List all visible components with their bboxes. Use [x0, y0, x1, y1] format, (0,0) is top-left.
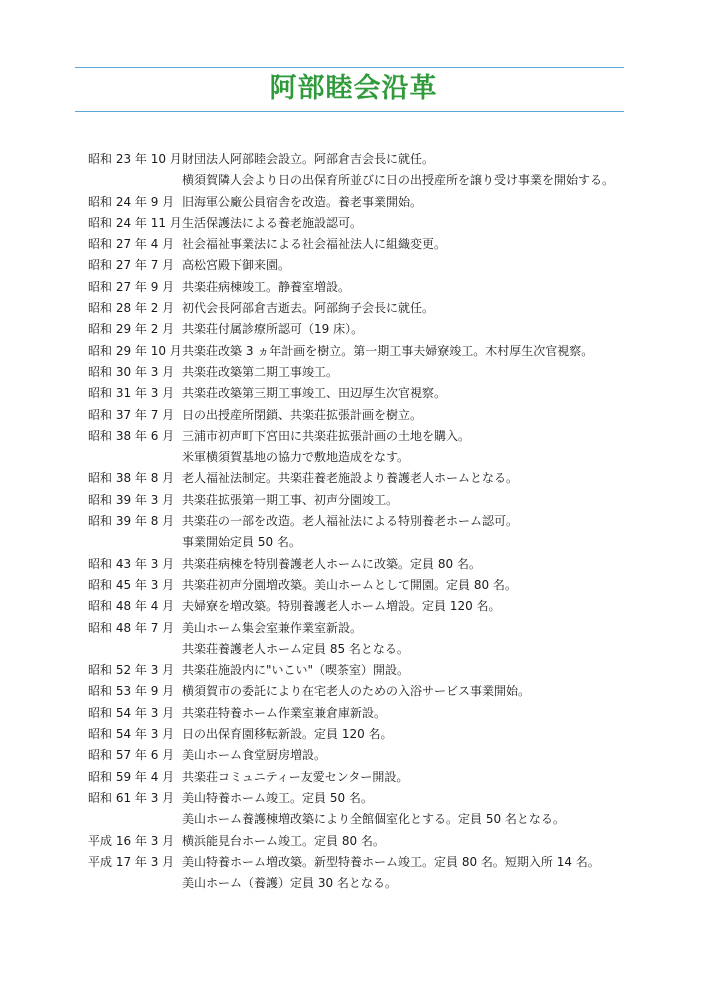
title-bottom-rule [75, 111, 624, 112]
entry-text: 美山特養ホーム増改築。新型特養ホーム竣工。定員 80 名。短期入所 14 名。 [182, 854, 600, 869]
entry-text: 共楽荘養護老人ホーム定員 85 名となる。 [182, 641, 409, 656]
entry-date: 昭和 27 年 9 月 [88, 279, 175, 294]
entry-text: 共楽荘拡張第一期工事、初声分園竣工。 [182, 492, 399, 507]
entry-date: 平成 17 年 3 月 [88, 854, 175, 869]
entry-first-line [88, 298, 688, 319]
history-entry [88, 596, 688, 617]
history-entry [88, 490, 688, 511]
history-entry [88, 298, 688, 319]
entry-text: 日の出授産所閉鎖、共楽荘拡張計画を樹立。 [182, 407, 423, 422]
entry-first-line [88, 383, 688, 404]
entry-date: 昭和 27 年 4 月 [88, 237, 175, 252]
entry-first-line [88, 319, 688, 340]
entry-first-line [88, 213, 688, 234]
entry-first-line [88, 468, 688, 489]
entry-text: 共楽荘改築 3 ヵ年計画を樹立。第一期工事夫婦寮竣工。木村厚生次官視察。 [182, 343, 594, 358]
entry-first-line [88, 192, 688, 213]
entry-text: 横浜能見台ホーム竣工。定員 80 名。 [182, 833, 385, 848]
entry-date: 昭和 31 年 3 月 [88, 386, 175, 401]
entry-first-line [88, 405, 688, 426]
entry-date: 昭和 39 年 3 月 [88, 492, 175, 507]
entry-first-line [88, 681, 688, 702]
entry-first-line [88, 703, 688, 724]
entry-text: 共楽荘改築第三期工事竣工、田辺厚生次官視察。 [182, 386, 447, 401]
entry-text: 共楽荘初声分園増改築。美山ホームとして開園。定員 80 名。 [182, 577, 517, 592]
history-entry [88, 575, 688, 596]
entry-date: 昭和 48 年 7 月 [88, 620, 175, 635]
history-entry [88, 831, 688, 852]
entry-text: 共楽荘病棟を特別養護老人ホームに改築。定員 80 名。 [182, 556, 481, 571]
history-entry [88, 192, 688, 213]
entry-text: 旧海軍公廠公員宿舎を改造。養老事業開始。 [182, 194, 423, 209]
history-entry [88, 255, 688, 276]
entry-first-line [88, 575, 688, 596]
entry-text: 初代会長阿部倉吉逝去。阿部絢子会長に就任。 [182, 301, 435, 316]
entry-text: 米軍横須賀基地の協力で敷地造成をなす。 [182, 450, 410, 465]
entry-text: 美山ホーム養護棟増改築により全館個室化とする。定員 50 名となる。 [182, 812, 565, 827]
entry-date: 昭和 59 年 4 月 [88, 769, 175, 784]
entry-date: 昭和 54 年 3 月 [88, 705, 175, 720]
entry-text: 横須賀隣人会より日の出保育所並びに日の出授産所を譲り受け事業を開始する。 [182, 173, 615, 188]
history-entry [88, 703, 688, 724]
history-entry [88, 660, 688, 681]
entry-text: 美山ホーム集会室兼作業室新設。 [182, 620, 363, 635]
entry-date: 昭和 38 年 8 月 [88, 471, 175, 486]
entry-date: 昭和 28 年 2 月 [88, 301, 175, 316]
history-entry [88, 681, 688, 702]
entry-text: 事業開始定員 50 名。 [182, 535, 301, 550]
entry-continuation-line [88, 532, 688, 553]
entry-first-line [88, 788, 688, 809]
entry-text: 美山ホーム（養護）定員 30 名となる。 [182, 876, 397, 891]
entry-first-line [88, 277, 688, 298]
entry-first-line [88, 554, 688, 575]
entry-continuation-line [88, 809, 688, 830]
entry-first-line [88, 660, 688, 681]
entry-text: 共楽荘改築第二期工事竣工。 [182, 364, 339, 379]
entry-date: 昭和 38 年 6 月 [88, 428, 175, 443]
entry-date: 昭和 30 年 3 月 [88, 364, 175, 379]
history-entry [88, 383, 688, 404]
entry-text: 美山特養ホーム竣工。定員 50 名。 [182, 790, 373, 805]
entry-first-line [88, 490, 688, 511]
page-title: 阿部睦会沿革 [269, 73, 438, 104]
entry-continuation-line [88, 447, 688, 468]
entry-date: 昭和 23 年 10 月 [88, 152, 182, 166]
history-entry [88, 405, 688, 426]
entry-date: 昭和 29 年 10 月 [88, 343, 182, 358]
entry-text: 高松宮殿下御来園。 [182, 258, 291, 273]
history-entry [88, 788, 688, 831]
entry-date: 昭和 53 年 9 月 [88, 684, 175, 699]
history-entry [88, 362, 688, 383]
entry-date: 昭和 43 年 3 月 [88, 556, 175, 571]
entry-text: 老人福祉法制定。共楽荘養老施設より養護老人ホームとなる。 [182, 471, 519, 486]
entry-text: 夫婦寮を増改築。特別養護老人ホーム増設。定員 120 名。 [182, 599, 501, 614]
history-entry [88, 277, 688, 298]
history-entry [88, 745, 688, 766]
entry-first-line [88, 596, 688, 617]
entry-first-line [88, 426, 688, 447]
entry-date: 昭和 24 年 11 月 [88, 215, 182, 230]
entry-date: 平成 16 年 3 月 [88, 833, 175, 848]
history-entry [88, 149, 688, 192]
entry-continuation-line [88, 873, 688, 894]
entry-date: 昭和 48 年 4 月 [88, 599, 175, 614]
entry-date: 昭和 37 年 7 月 [88, 407, 175, 422]
entry-text: 共楽荘施設内に"いこい"（喫茶室）開設。 [182, 663, 410, 678]
history-entry [88, 213, 688, 234]
history-entry [88, 724, 688, 745]
entry-first-line [88, 745, 688, 766]
entry-date: 昭和 27 年 7 月 [88, 258, 175, 273]
entry-date: 昭和 54 年 3 月 [88, 727, 175, 742]
entry-first-line [88, 255, 688, 276]
entry-first-line [88, 724, 688, 745]
entry-text: 横須賀市の委託により在宅老人のための入浴サービス事業開始。 [182, 684, 531, 699]
history-entry [88, 554, 688, 575]
entry-first-line [88, 511, 688, 532]
entry-text: 共楽荘付属診療所認可（19 床）。 [182, 322, 364, 337]
entry-date: 昭和 45 年 3 月 [88, 577, 175, 592]
history-entry [88, 468, 688, 489]
entry-date: 昭和 61 年 3 月 [88, 790, 175, 805]
history-entry [88, 767, 688, 788]
entry-text: 三浦市初声町下宮田に共楽荘拡張計画の土地を購入。 [182, 428, 471, 443]
entry-text: 財団法人阿部睦会設立。阿部倉吉会長に就任。 [182, 152, 435, 166]
entry-first-line [88, 767, 688, 788]
entry-text: 共楽荘特養ホーム作業室兼倉庫新設。 [182, 705, 387, 720]
entry-continuation-line [88, 170, 688, 191]
entry-text: 共楽荘の一部を改造。老人福祉法による特別養老ホーム認可。 [182, 514, 519, 529]
entry-first-line [88, 149, 688, 170]
history-entry [88, 341, 688, 362]
entry-date: 昭和 39 年 8 月 [88, 514, 175, 529]
entry-text: 生活保護法による養老施設認可。 [182, 215, 363, 230]
entry-first-line [88, 234, 688, 255]
history-entry [88, 426, 688, 469]
entry-date: 昭和 57 年 6 月 [88, 748, 175, 763]
entry-text: 共楽荘コミュニティー友愛センター開設。 [182, 769, 409, 784]
entry-date: 昭和 29 年 2 月 [88, 322, 175, 337]
entry-first-line [88, 852, 688, 873]
entry-first-line [88, 341, 688, 362]
entry-text: 美山ホーム食堂厨房増設。 [182, 748, 327, 763]
entry-text: 日の出保育園移転新設。定員 120 名。 [182, 727, 393, 742]
entry-first-line [88, 362, 688, 383]
history-entry [88, 319, 688, 340]
entry-first-line [88, 831, 688, 852]
history-entry [88, 511, 688, 554]
entry-text: 社会福祉事業法による社会福祉法人に組織変更。 [182, 237, 447, 252]
entry-text: 共楽荘病棟竣工。静養室増設。 [182, 279, 351, 294]
history-entry [88, 618, 688, 661]
history-entry [88, 852, 688, 895]
history-entry [88, 234, 688, 255]
entry-date: 昭和 24 年 9 月 [88, 194, 175, 209]
history-list [88, 149, 688, 894]
entry-first-line [88, 618, 688, 639]
entry-date: 昭和 52 年 3 月 [88, 663, 175, 678]
title-top-rule [75, 67, 624, 68]
entry-continuation-line [88, 639, 688, 660]
